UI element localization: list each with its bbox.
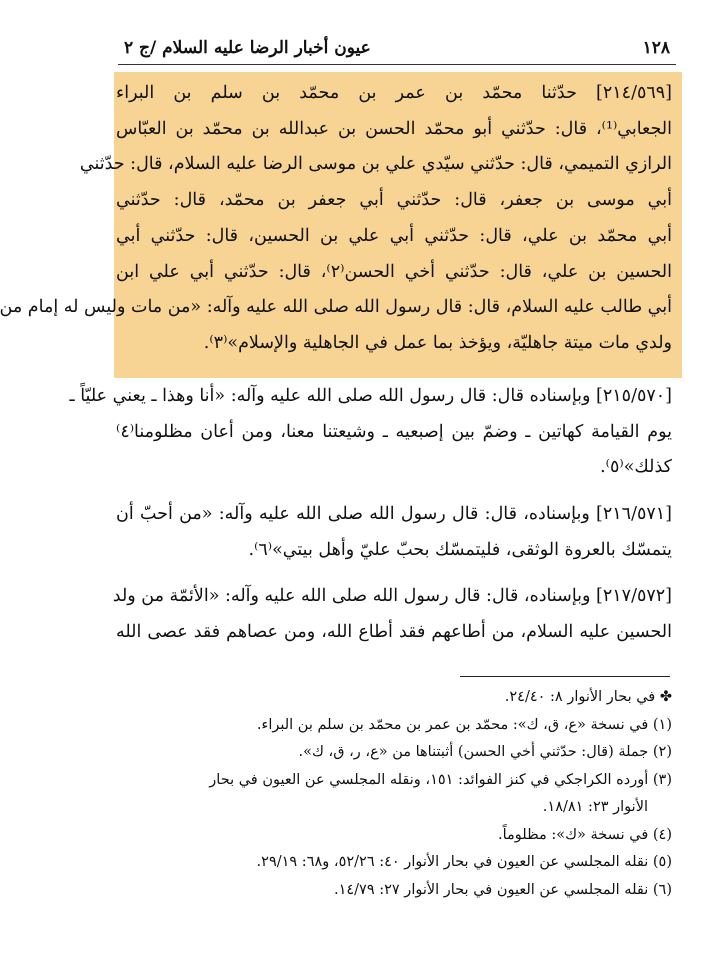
footnote: (١) في نسخة «ع، ق، ك»: محمّد بن عمر بن محمّد بن سلم بن البراء. [256, 716, 672, 733]
footnote: (٣) أورده الكراجكي في كنز الفوائد: ١٥١، ونقله المجلسي عن العيون في بحار [209, 771, 672, 788]
hadith-line: الجعابي⁽¹⁾، قال: حدّثني أبو محمّد الحسن بن عبدالله بن محمّد بن العبّاس [116, 118, 672, 139]
hadith-line: [٢١٥/٥٧٠] وبإسناده قال: قال رسول الله صلى الله عليه وآله: «أنا وهذا ـ يعني عليّاً ـ [69, 386, 672, 406]
hadith-line: [٢١٤/٥٦٩] حدّثنا محمّد بن عمر بن محمّد بن سلم بن البراء [116, 83, 672, 103]
hadith-line: أبي محمّد بن علي، قال: حدّثني أبي علي بن الحسين، قال: حدّثني أبي [116, 225, 672, 246]
footnote: (٢) جملة (قال: حدّثني أخي الحسن) أثبتناها من «ع، ر، ق، ك». [298, 744, 672, 760]
footnotes [120, 684, 672, 904]
hadith-line: يتمسّك بالعروة الوثقى، فليتمسّك بحبّ عليّ وأهل بيتي»⁽٦⁾. [248, 539, 672, 560]
footnote: (٦) نقله المجلسي عن العيون في بحار الأنوار ٢٧: ١٤/٧٩. [333, 881, 672, 898]
hadith-line: [٢١٦/٥٧١] وبإسناده، قال: قال رسول الله صلى الله عليه وآله: «من أحبّ أن [116, 504, 672, 524]
running-header [118, 36, 676, 65]
page-number: ١٢٨ [642, 38, 670, 58]
hadith-line: أبي طالب عليه السلام، قال: قال رسول الله صلى الله عليه وآله: «من مات وليس له إمام من [0, 297, 672, 318]
hadith-570 [69, 379, 672, 486]
hadith-line: ولدي مات ميتة جاهليّة، ويؤخذ بما عمل في الجاهلية والإسلام»⁽٣⁾. [203, 332, 672, 353]
hadith-line: كذلك»⁽٥⁾. [600, 457, 672, 478]
footnote: (٤) في نسخة «ك»: مظلوماً. [497, 826, 672, 843]
hadith-569 [0, 76, 672, 362]
hadith-line: الحسين بن علي، قال: حدّثني أخي الحسن⁽٢⁾، قال: حدّثني أبي علي ابن [116, 261, 672, 282]
running-title: عيون أخبار الرضا عليه السلام /ج ٢ [124, 38, 371, 58]
hadith-line: الحسين عليه السلام، من أطاعهم فقد أطاع الله، ومن عصاهم فقد عصى الله [116, 621, 672, 642]
hadith-line: [٢١٧/٥٧٢] وبإسناده، قال: قال رسول الله صلى الله عليه وآله: «الأئمّة من ولد [112, 586, 672, 606]
footnote-divider [460, 676, 670, 677]
hadith-572 [112, 579, 672, 650]
hadith-571 [116, 497, 672, 568]
footnote-continuation: الأنوار ٢٣: ١٨/٨١. [542, 799, 648, 815]
footnote: (٥) نقله المجلسي عن العيون في بحار الأنوار ٤٠: ٥٢/٢٦، و٦٨: ٢٩/١٩. [256, 854, 672, 870]
hadith-line: أبي موسى بن جعفر، قال: حدّثني أبي جعفر بن محمّد، قال: حدّثني [116, 190, 672, 211]
footnote: ✤ في بحار الأنوار ٨: ٢٤/٤٠. [504, 689, 672, 705]
hadith-line: يوم القيامة كهاتين ـ وضمّ بين إصبعيه ـ وشيعتنا معنا، ومن أعان مظلومنا⁽٤⁾ [116, 421, 672, 442]
hadith-line: الرازي التميمي، قال: حدّثني سيّدي علي بن موسى الرضا عليه السلام، قال: حدّثني [79, 154, 672, 175]
